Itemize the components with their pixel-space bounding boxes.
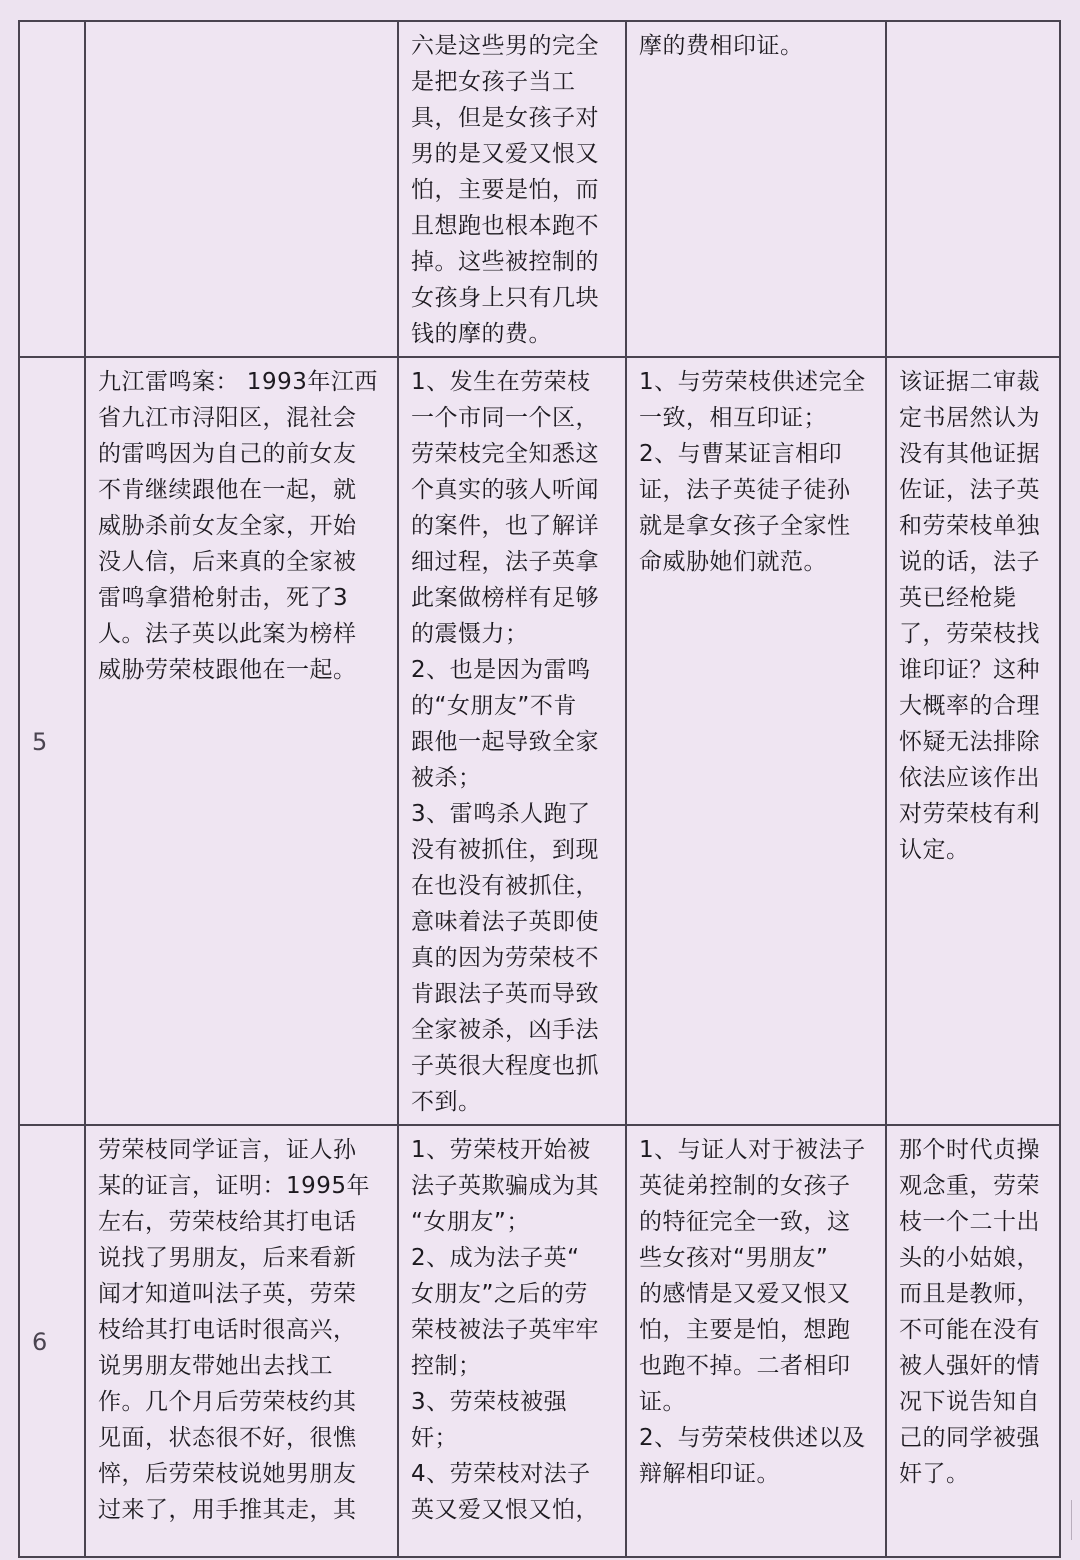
cell-text-line: 3、劳荣枝被强 <box>411 1389 568 1415</box>
cell-text-line: 控制； <box>411 1353 482 1379</box>
cell-text-line: 观念重，劳荣 <box>899 1173 1040 1199</box>
cell-text-line: 法子英欺骗成为其 <box>411 1173 599 1199</box>
corroboration-cell <box>626 357 886 1125</box>
cell-text-line: 悴，后劳荣枝说她男朋友 <box>98 1461 357 1487</box>
cell-text-line: 1、发生在劳荣枝 <box>411 369 591 395</box>
cell-text-line: 怕，主要是怕，想跑 <box>639 1317 851 1343</box>
cell-text-line: 具，但是女孩子对 <box>411 105 599 131</box>
corroboration-cell <box>626 21 886 357</box>
cell-text-line: 真的因为劳荣枝不 <box>411 945 599 971</box>
cell-text-line: 不可能在没有 <box>899 1317 1040 1343</box>
cell-text-line: 2、与曹某证言相印 <box>639 441 843 467</box>
cell-text-line: 劳荣枝同学证言，证人孙 <box>98 1137 357 1163</box>
evidence-table <box>18 20 1061 1558</box>
cell-text-line: 说男朋友带她出去找工 <box>98 1353 333 1379</box>
remarks-cell <box>886 21 1060 357</box>
cell-text-line: 没有其他证据 <box>899 441 1040 467</box>
cell-text-line: 大概率的合理 <box>899 693 1040 719</box>
cell-text-line: 摩的费相印证。 <box>639 33 804 59</box>
cell-text-line: 4、劳荣枝对法子 <box>411 1461 591 1487</box>
cell-text-line: 奸了。 <box>899 1461 970 1487</box>
cell-text-line: 被人强奸的情 <box>899 1353 1040 1379</box>
cell-text-line: 枝一个二十出 <box>899 1209 1040 1235</box>
cell-text-line: 些女孩对“男朋友” <box>639 1245 829 1271</box>
cell-text-line: 怕，主要是怕，而 <box>411 177 599 203</box>
remarks-cell <box>886 357 1060 1125</box>
cell-text-line: 跟他一起导致全家 <box>411 729 599 755</box>
evidence-cell <box>85 1125 398 1557</box>
cell-text-line: 不到。 <box>411 1089 482 1115</box>
cell-text-line: 人。法子英以此案为榜样 <box>98 621 357 647</box>
cell-text-line: 被杀； <box>411 765 482 791</box>
cell-text-line: 见面，状态很不好，很憔 <box>98 1425 357 1451</box>
cell-text-line: 在也没有被抓住， <box>411 873 599 899</box>
cell-text-line: 一个市同一个区， <box>411 405 599 431</box>
corroboration-cell <box>626 1125 886 1557</box>
evidence-table-container <box>18 20 1059 1558</box>
table-row <box>19 21 1060 357</box>
remarks-cell <box>886 1125 1060 1557</box>
content-cell <box>398 1125 626 1557</box>
cell-text-line: 2、与劳荣枝供述以及 <box>639 1425 866 1451</box>
content-cell <box>398 21 626 357</box>
cell-text-line: 谁印证？这种 <box>899 657 1040 683</box>
cell-text-line: 闻才知道叫法子英，劳荣 <box>98 1281 357 1307</box>
cell-text-line: 说找了男朋友，后来看新 <box>98 1245 357 1271</box>
cell-text-line: 定书居然认为 <box>899 405 1040 431</box>
cell-text-line: 怀疑无法排除 <box>899 729 1040 755</box>
cell-text-line: 的案件，也了解详 <box>411 513 599 539</box>
cell-text-line: 命威胁她们就范。 <box>639 549 827 575</box>
cell-text-line: 认定。 <box>899 837 970 863</box>
cell-text-line: 对劳荣枝有利 <box>899 801 1040 827</box>
cell-text-line: 的感情是又爱又恨又 <box>639 1281 851 1307</box>
cell-text-line: 说的话，法子 <box>899 549 1040 575</box>
cell-text-line: 荣枝被法子英牢牢 <box>411 1317 599 1343</box>
cell-text-line: 作。几个月后劳荣枝约其 <box>98 1389 357 1415</box>
cell-text-line: 威胁杀前女友全家，开始 <box>98 513 357 539</box>
cell-text-line: 和劳荣枝单独 <box>899 513 1040 539</box>
cell-text-line: 佐证，法子英 <box>899 477 1040 503</box>
cell-text-line: 九江雷鸣案： 1993年江西 <box>98 369 378 395</box>
cell-text-line: 就是拿女孩子全家性 <box>639 513 851 539</box>
cell-text-line: 头的小姑娘， <box>899 1245 1040 1271</box>
row-index-cell <box>19 21 85 357</box>
cell-text-line: 那个时代贞操 <box>899 1137 1040 1163</box>
cell-text-line: 钱的摩的费。 <box>411 321 552 347</box>
cell-text-line: 枝给其打电话时很高兴， <box>98 1317 357 1343</box>
cell-text-line: 某的证言，证明：1995年 <box>98 1173 371 1199</box>
cell-text-line: 也跑不掉。二者相印 <box>639 1353 851 1379</box>
cell-text-line: 全家被杀，凶手法 <box>411 1017 599 1043</box>
evidence-cell <box>85 21 398 357</box>
cell-text-line: 左右，劳荣枝给其打电话 <box>98 1209 357 1235</box>
cell-text-line: 1、劳荣枝开始被 <box>411 1137 591 1163</box>
cell-text-line: 劳荣枝完全知悉这 <box>411 441 599 467</box>
cell-text-line: 2、也是因为雷鸣 <box>411 657 591 683</box>
evidence-cell <box>85 357 398 1125</box>
cell-text-line: 肯跟法子英而导致 <box>411 981 599 1007</box>
cell-text-line: 六是这些男的完全 <box>411 33 599 59</box>
cell-text-line: 女朋友”之后的劳 <box>411 1281 588 1307</box>
cell-text-line: 英又爱又恨又怕， <box>411 1497 599 1523</box>
cell-text-line: 奸； <box>411 1425 458 1451</box>
cell-text-line: 3、雷鸣杀人跑了 <box>411 801 591 827</box>
cell-text-line: 女孩身上只有几块 <box>411 285 599 311</box>
cell-text-line: 没有被抓住，到现 <box>411 837 599 863</box>
cell-text-line: 细过程，法子英拿 <box>411 549 599 575</box>
cell-text-line: 的特征完全一致，这 <box>639 1209 851 1235</box>
cell-text-line: 个真实的骇人听闻 <box>411 477 599 503</box>
table-row <box>19 357 1060 1125</box>
cell-text-line: 此案做榜样有足够 <box>411 585 599 611</box>
cell-text-line: “女朋友”； <box>411 1209 530 1235</box>
cell-text-line: 况下说告知自 <box>899 1389 1040 1415</box>
cell-text-line: 英已经枪毙 <box>899 585 1017 611</box>
content-cell <box>398 357 626 1125</box>
cell-text-line: 辩解相印证。 <box>639 1461 780 1487</box>
cell-text-line: 证。 <box>639 1389 686 1415</box>
cell-text-line: 了，劳荣枝找 <box>899 621 1040 647</box>
cell-text-line: 英徒弟控制的女孩子 <box>639 1173 851 1199</box>
cell-text-line: 2、成为法子英“ <box>411 1245 580 1271</box>
cell-text-line: 的震慑力； <box>411 621 529 647</box>
row-index-cell: 5 <box>19 357 85 1125</box>
cell-text-line: 威胁劳荣枝跟他在一起。 <box>98 657 357 683</box>
cell-text-line: 己的同学被强 <box>899 1425 1040 1451</box>
cell-text-line: 且想跑也根本跑不 <box>411 213 599 239</box>
row-index-cell: 6 <box>19 1125 85 1557</box>
cell-text-line: 是把女孩子当工 <box>411 69 576 95</box>
cell-text-line: 的“女朋友”不肯 <box>411 693 577 719</box>
cell-text-line: 掉。这些被控制的 <box>411 249 599 275</box>
cell-text-line: 一致，相互印证； <box>639 405 827 431</box>
cell-text-line: 的雷鸣因为自己的前女友 <box>98 441 357 467</box>
cell-text-line: 该证据二审裁 <box>899 369 1040 395</box>
cell-text-line: 男的是又爱又恨又 <box>411 141 599 167</box>
cell-text-line: 依法应该作出 <box>899 765 1040 791</box>
cell-text-line: 过来了，用手推其走，其 <box>98 1497 357 1523</box>
cell-text-line: 没人信，后来真的全家被 <box>98 549 357 575</box>
cell-text-line: 省九江市浔阳区，混社会 <box>98 405 357 431</box>
cell-text-line: 证，法子英徒子徒孙 <box>639 477 851 503</box>
cell-text-line: 意味着法子英即使 <box>411 909 599 935</box>
cell-text-line: 雷鸣拿猎枪射击，死了3 <box>98 585 349 611</box>
table-row <box>19 1125 1060 1557</box>
cell-text-line: 1、与证人对于被法子 <box>639 1137 866 1163</box>
cell-text-line: 子英很大程度也抓 <box>411 1053 599 1079</box>
cell-text-line: 1、与劳荣枝供述完全 <box>639 369 866 395</box>
cell-text-line: 而且是教师， <box>899 1281 1040 1307</box>
cell-text-line: 不肯继续跟他在一起，就 <box>98 477 357 503</box>
page-edge-mark <box>1071 1500 1072 1540</box>
